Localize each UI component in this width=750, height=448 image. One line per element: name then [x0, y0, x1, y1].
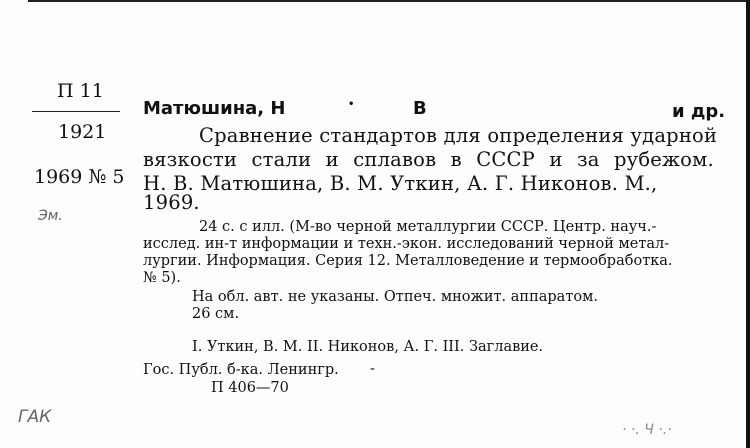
- author-dot: •: [348, 99, 355, 110]
- card-right-edge: [746, 0, 750, 448]
- note-line-1: На обл. авт. не указаны. Отпеч. множит. аппаратом.: [192, 289, 598, 305]
- card-number: П 406—70: [211, 380, 289, 396]
- year-code: 1921: [58, 121, 107, 143]
- author-heading: Матюшина, Н: [143, 98, 286, 119]
- issue-code: 1969 № 5: [34, 166, 125, 188]
- handwritten-mark: Эм.: [38, 208, 63, 224]
- title-line-2: вязкости стали и сплавов в СССР и за рубежом.: [143, 148, 714, 171]
- note-line-2: 26 см.: [192, 306, 240, 322]
- library-name: Гос. Публ. б-ка. Ленингр.: [143, 362, 339, 378]
- title-line-1: Сравнение стандартов для определения ударной: [199, 124, 718, 147]
- author-initial: В: [413, 98, 427, 119]
- tracings: I. Уткин, В. М. II. Никонов, А. Г. III. Заглавие.: [192, 339, 544, 355]
- bottom-left-mark: ГАК: [18, 407, 52, 427]
- shelf-rule: [32, 111, 120, 112]
- collation-line-2: исслед. ин-т информации и техн.-экон. исследований черной метал-: [143, 236, 670, 252]
- title-line-4: 1969.: [143, 191, 200, 214]
- bottom-right-mark: · ·. Ч ·.·: [622, 422, 672, 438]
- collation-line-3: лургии. Информация. Серия 12. Металловедение и термообработка.: [143, 253, 673, 269]
- card-top-edge: [28, 0, 750, 2]
- title-line-3: Н. В. Матюшина, В. М. Уткин, А. Г. Никонов. М.,: [143, 172, 658, 195]
- collation-line-4: № 5).: [143, 270, 181, 286]
- library-dash: -: [370, 361, 375, 377]
- collation-line-1: 24 с. с илл. (М-во черной металлургии СССР. Центр. науч.-: [199, 219, 657, 235]
- author-et-al: и др.: [672, 101, 726, 122]
- shelf-code: П 11: [57, 80, 104, 102]
